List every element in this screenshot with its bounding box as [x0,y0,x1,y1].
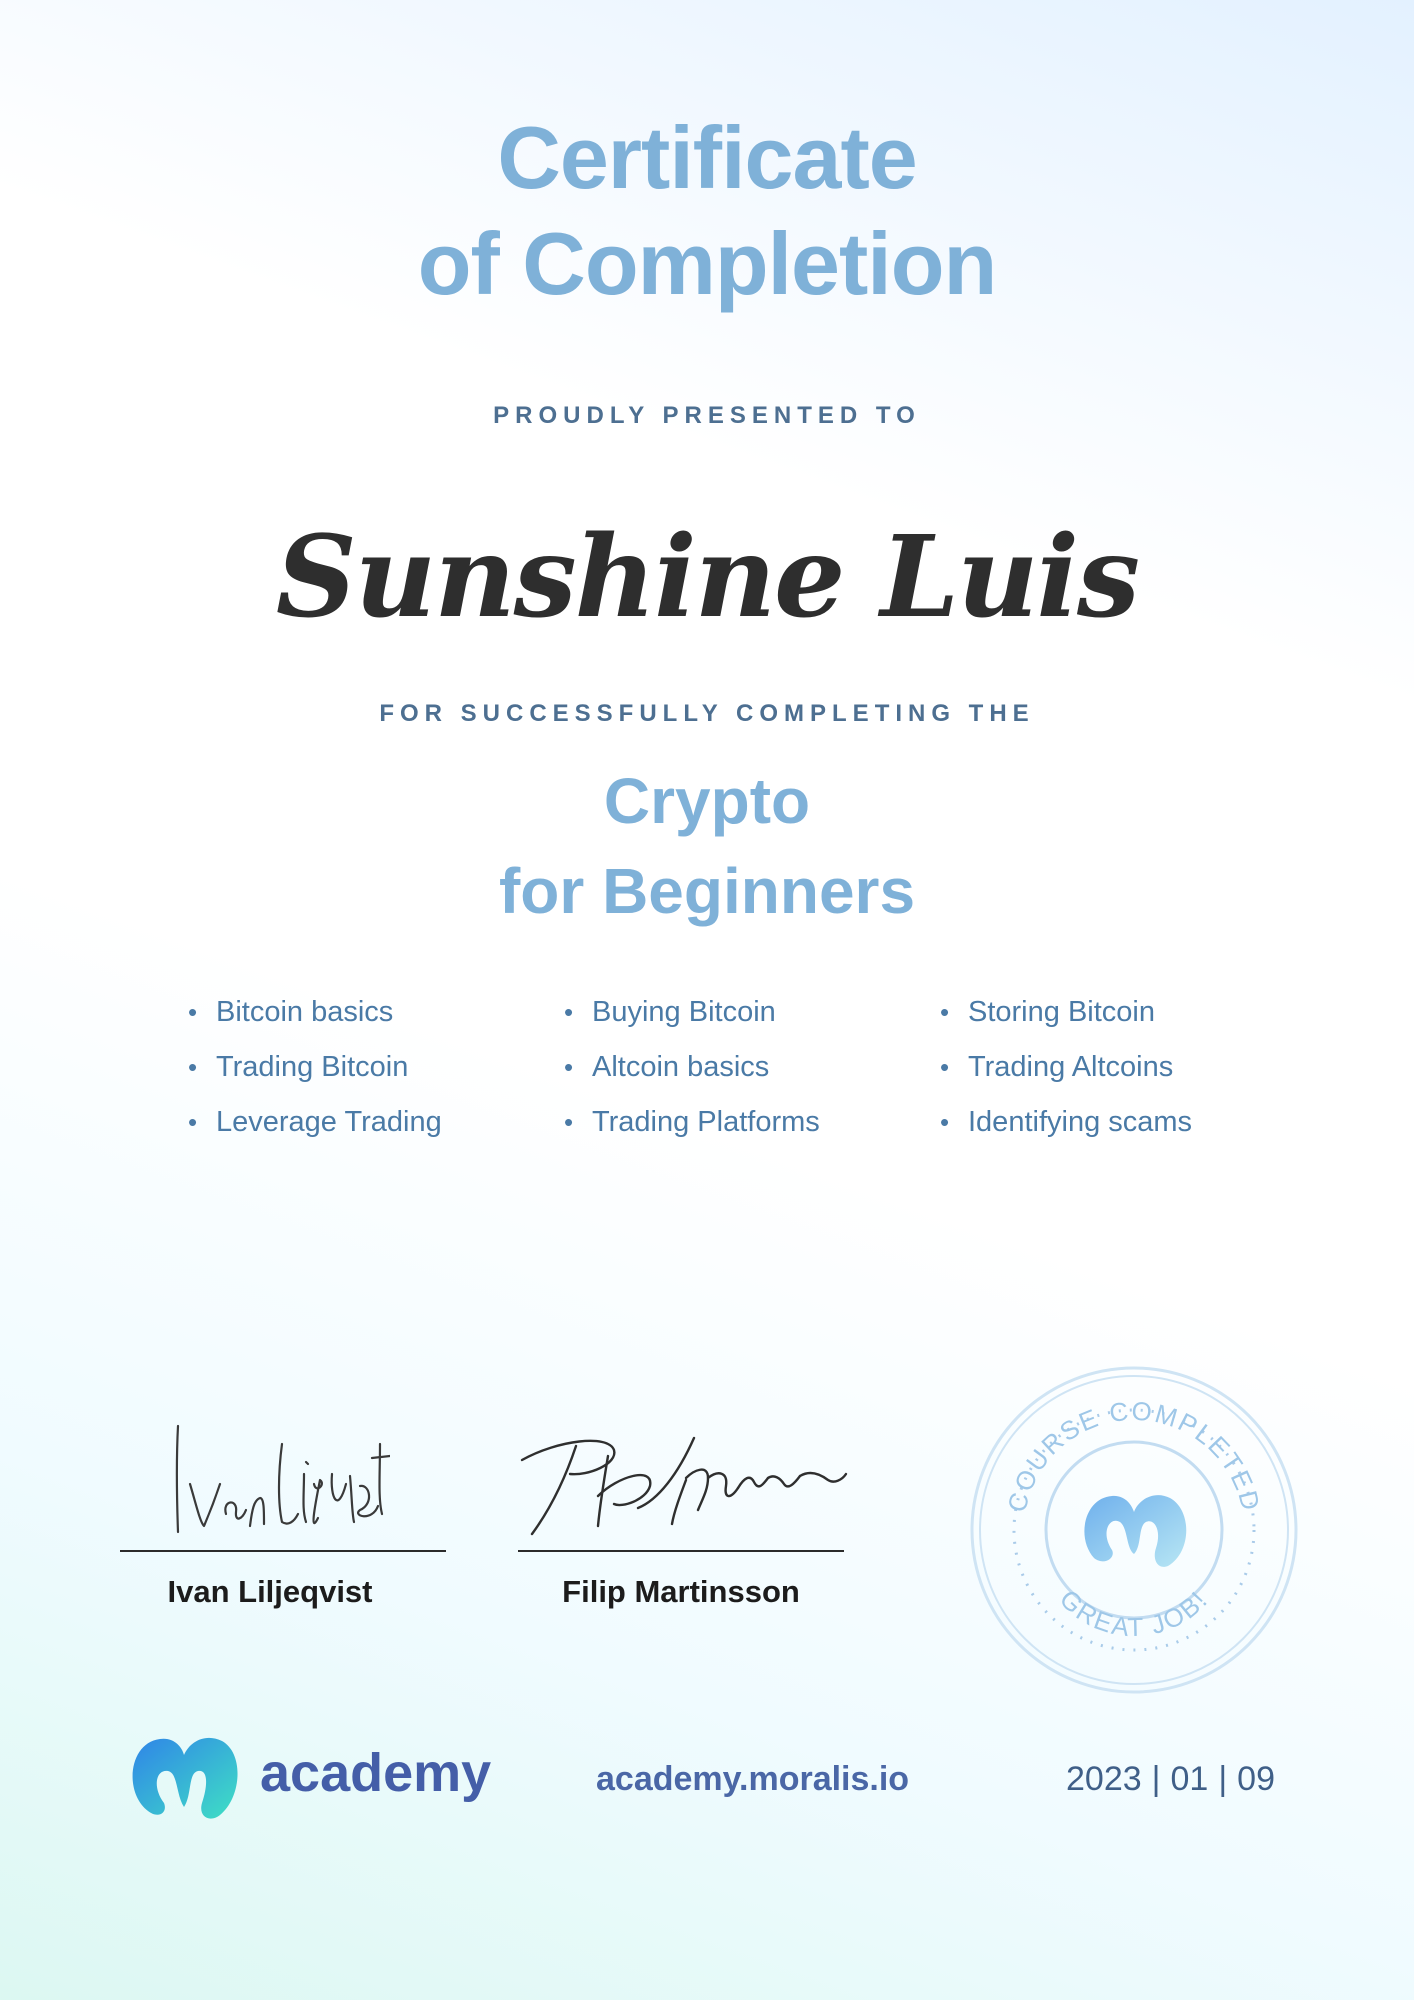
bullet-icon: • [188,1107,198,1137]
signature-ivan [160,1414,390,1544]
signature-line [120,1550,446,1552]
topic-item [564,1104,940,1141]
topic-label: Bitcoin basics [216,996,394,1028]
topic-label: Identifying scams [968,1106,1193,1138]
topic-item [940,1049,1288,1086]
recipient-name: Sunshine Luis [275,512,1139,643]
certificate-title-line1: Certificate [497,108,917,207]
bullet-icon: • [940,1052,950,1082]
date-month: 01 [1170,1760,1209,1798]
signature-line [518,1550,844,1552]
topic-list [188,994,1288,1141]
topic-item [564,1049,940,1086]
bullet-icon: • [564,1052,574,1082]
topic-label: Buying Bitcoin [592,996,776,1028]
bullet-icon: • [188,997,198,1027]
topic-label: Storing Bitcoin [968,996,1155,1028]
moralis-logo-icon [128,1733,240,1825]
bullet-icon: • [940,1107,950,1137]
svg-text:GREAT JOB! [1054,1584,1214,1643]
course-completed-seal [966,1362,1302,1698]
signature-filip [518,1430,848,1540]
date-day: 09 [1237,1760,1275,1798]
topic-item [940,1104,1288,1141]
topic-label: Leverage Trading [216,1106,442,1138]
topic-item [188,1049,564,1086]
date-separator: | [1151,1760,1161,1798]
topic-item [188,994,564,1031]
topic-label: Trading Bitcoin [216,1051,409,1083]
topic-item [188,1104,564,1141]
certificate-title-line2: of Completion [417,214,997,313]
seal-top-text: COURSE COMPLETED [1001,1395,1267,1515]
seal-bottom-text: GREAT JOB! [1053,1583,1215,1643]
course-title-line1: Crypto [603,765,811,837]
topic-item [940,994,1288,1031]
signer-name: Ivan Liljeqvist [167,1574,373,1609]
bullet-icon: • [564,1107,574,1137]
bullet-icon: • [188,1052,198,1082]
date-year: 2023 [1066,1760,1142,1798]
topic-item [564,994,940,1031]
course-title-line2: for Beginners [498,855,916,927]
topic-label: Trading Altcoins [968,1051,1174,1083]
topic-label: Altcoin basics [592,1051,770,1083]
brand-name: academy [260,1743,492,1803]
completion-label: FOR SUCCESSFULLY COMPLETING THE [379,700,1035,727]
presented-to-label: PROUDLY PRESENTED TO [493,402,921,429]
bullet-icon: • [564,997,574,1027]
bullet-icon: • [940,997,950,1027]
website-link[interactable]: academy.moralis.io [596,1760,910,1798]
completion-date [1066,1757,1275,1801]
topic-label: Trading Platforms [592,1106,820,1138]
date-separator: | [1218,1760,1228,1798]
signer-name: Filip Martinsson [562,1574,800,1609]
